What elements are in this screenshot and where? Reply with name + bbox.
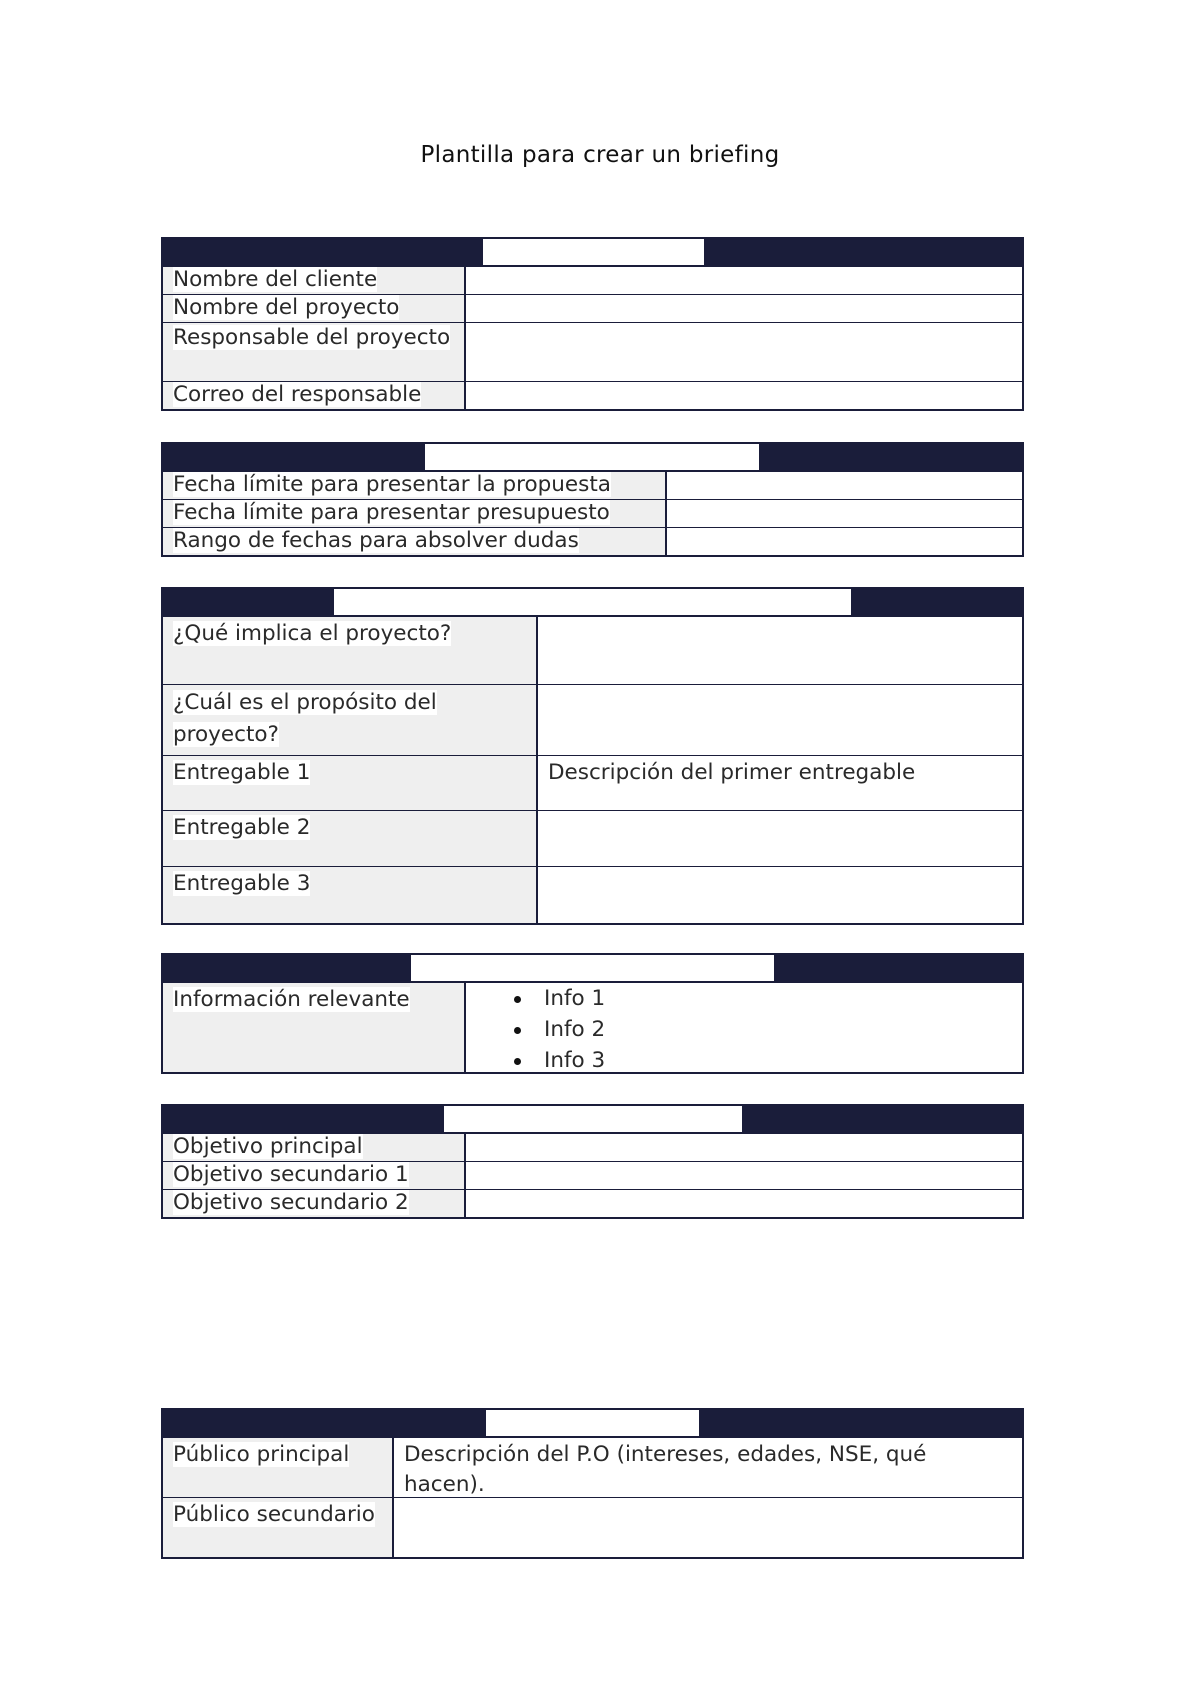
client-name-label: Nombre del cliente	[163, 267, 466, 294]
section-header-bar	[161, 1104, 1024, 1134]
table-row	[163, 866, 1022, 923]
section-header-bar	[161, 442, 1024, 472]
project-scope-field[interactable]	[538, 617, 1022, 684]
table-row	[163, 322, 1022, 381]
project-name-field[interactable]	[466, 295, 1022, 322]
table-row	[163, 684, 1022, 755]
table-row	[163, 1134, 1022, 1161]
questions-range-field[interactable]	[667, 528, 1022, 555]
section-header-bar	[161, 953, 1024, 983]
secondary-objective-2-label: Objetivo secundario 2	[163, 1190, 466, 1217]
header-block-right	[774, 953, 1024, 983]
deliverable-2-label: Entregable 2	[163, 811, 538, 866]
dates-section	[161, 442, 1024, 557]
header-block-left	[161, 237, 483, 267]
list-item: Info 2	[466, 1014, 1022, 1045]
secondary-objective-2-field[interactable]	[466, 1190, 1022, 1217]
main-objective-field[interactable]	[466, 1134, 1022, 1161]
client-name-field[interactable]	[466, 267, 1022, 294]
deliverable-3-field[interactable]	[538, 867, 1022, 923]
header-block-left	[161, 953, 411, 983]
header-block-left	[161, 1104, 444, 1134]
table-row	[163, 527, 1022, 555]
main-objective-label: Objetivo principal	[163, 1134, 466, 1161]
audience-section	[161, 1408, 1024, 1559]
project-table	[161, 615, 1024, 925]
deliverable-1-label: Entregable 1	[163, 756, 538, 810]
manager-email-label: Correo del responsable	[163, 382, 466, 409]
deliverable-1-description: Descripción del primer entregable	[548, 760, 916, 785]
table-row	[163, 267, 1022, 294]
relevant-info-field[interactable]	[466, 983, 1022, 1072]
table-row	[163, 983, 1022, 1072]
section-header-bar	[161, 1408, 1024, 1438]
section-header-bar	[161, 237, 1024, 267]
deliverable-2-field[interactable]	[538, 811, 1022, 866]
dates-table	[161, 470, 1024, 557]
client-table	[161, 265, 1024, 411]
table-row	[163, 499, 1022, 527]
project-scope-label: ¿Qué implica el proyecto?	[163, 617, 538, 684]
table-row	[163, 755, 1022, 810]
secondary-audience-field[interactable]	[394, 1498, 1022, 1557]
header-block-left	[161, 442, 425, 472]
objectives-section	[161, 1104, 1024, 1219]
header-block-right	[759, 442, 1024, 472]
header-block-left	[161, 587, 334, 617]
table-row	[163, 381, 1022, 409]
client-section	[161, 237, 1024, 411]
table-row	[163, 472, 1022, 499]
budget-deadline-field[interactable]	[667, 500, 1022, 527]
audience-table	[161, 1436, 1024, 1559]
table-row	[163, 810, 1022, 866]
project-purpose-label: ¿Cuál es el propósito del proyecto?	[163, 685, 538, 755]
secondary-audience-label: Público secundario	[163, 1498, 394, 1557]
table-row	[163, 1497, 1022, 1557]
budget-deadline-label: Fecha límite para presentar presupuesto	[163, 500, 667, 527]
table-row	[163, 1161, 1022, 1189]
document-title: Plantilla para crear un briefing	[420, 142, 780, 168]
project-manager-field[interactable]	[466, 323, 1022, 381]
project-section	[161, 587, 1024, 925]
header-block-right	[851, 587, 1024, 617]
deliverable-1-field[interactable]	[538, 756, 1022, 810]
project-manager-label: Responsable del proyecto	[163, 323, 466, 381]
list-item: Info 1	[466, 983, 1022, 1014]
info-table	[161, 981, 1024, 1074]
header-block-right	[699, 1408, 1024, 1438]
primary-audience-field[interactable]	[394, 1438, 1022, 1497]
project-purpose-field[interactable]	[538, 685, 1022, 755]
info-section	[161, 953, 1024, 1074]
list-item: Info 3	[466, 1045, 1022, 1076]
primary-audience-description: Descripción del P.O (intereses, edades, NSE, qué hacen).	[404, 1442, 927, 1497]
proposal-deadline-field[interactable]	[667, 472, 1022, 499]
relevant-info-label: Información relevante	[163, 983, 466, 1072]
header-block-right	[742, 1104, 1024, 1134]
header-block-left	[161, 1408, 486, 1438]
table-row	[163, 1438, 1022, 1497]
table-row	[163, 617, 1022, 684]
deliverable-3-label: Entregable 3	[163, 867, 538, 923]
questions-range-label: Rango de fechas para absolver dudas	[163, 528, 667, 555]
info-list	[466, 983, 1022, 1076]
secondary-objective-1-label: Objetivo secundario 1	[163, 1162, 466, 1189]
secondary-objective-1-field[interactable]	[466, 1162, 1022, 1189]
section-header-bar	[161, 587, 1024, 617]
header-block-right	[704, 237, 1024, 267]
table-row	[163, 294, 1022, 322]
proposal-deadline-label: Fecha límite para presentar la propuesta	[163, 472, 667, 499]
primary-audience-label: Público principal	[163, 1438, 394, 1497]
table-row	[163, 1189, 1022, 1217]
manager-email-field[interactable]	[466, 382, 1022, 409]
project-name-label: Nombre del proyecto	[163, 295, 466, 322]
objectives-table	[161, 1132, 1024, 1219]
